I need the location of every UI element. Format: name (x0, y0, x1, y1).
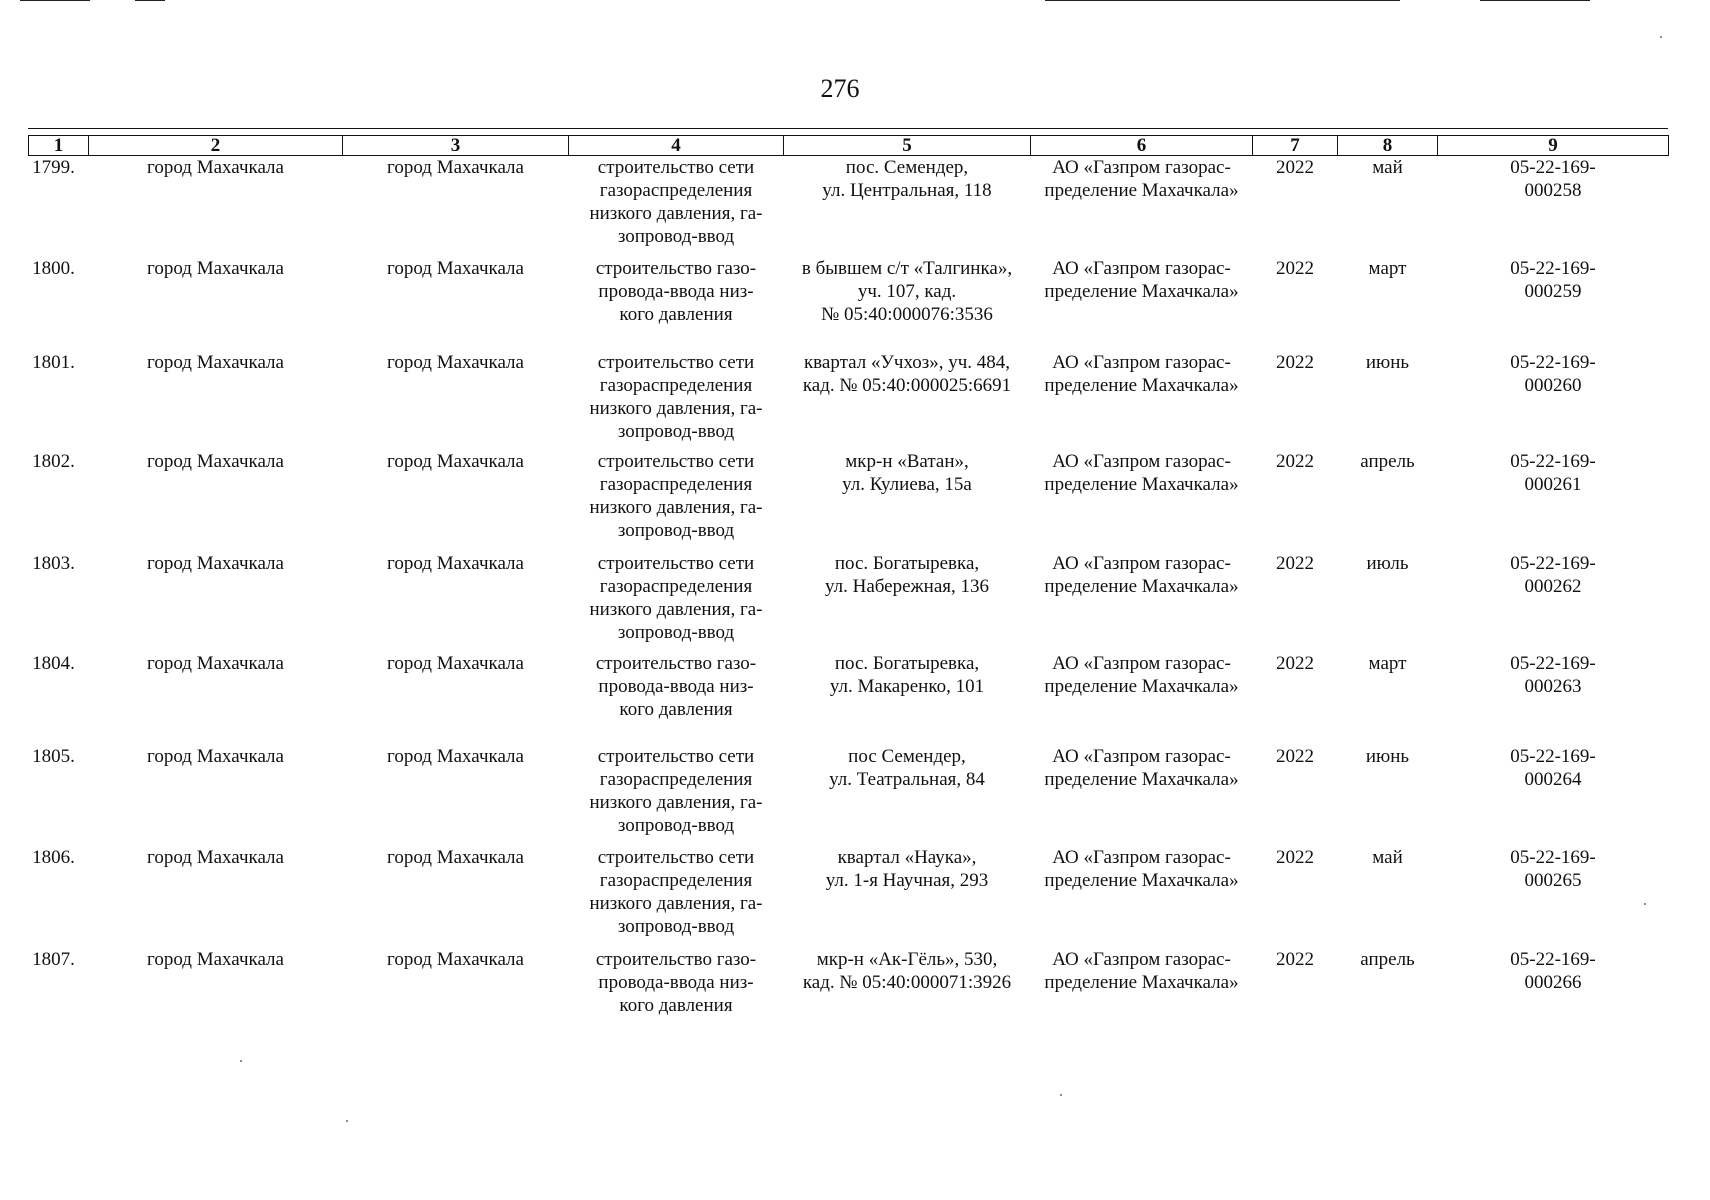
district-cell: город Махачкала (147, 157, 284, 178)
district-cell: город Махачкала (147, 450, 284, 472)
text-line: низкого давления, га- (589, 496, 763, 518)
month-cell: май (1372, 846, 1403, 868)
text-line: низкого давления, га- (589, 397, 763, 419)
text-line: пределение Махачкала» (1044, 280, 1239, 302)
address-cell (784, 745, 1031, 846)
settlement-cell: город Махачкала (387, 745, 524, 767)
text-line: АО «Газпром газорас- (1052, 948, 1231, 970)
text-line: строительство сети (597, 552, 755, 574)
text-line: ул. Театральная, 84 (829, 768, 985, 790)
text-line: 000261 (1524, 473, 1582, 495)
settlement-cell: город Махачкала (387, 257, 524, 279)
text-line: АО «Газпром газорас- (1052, 257, 1231, 279)
text-line: АО «Газпром газорас- (1052, 157, 1231, 178)
column-header: 7 (1253, 136, 1338, 156)
column-header: 6 (1031, 136, 1253, 156)
text-line: 05-22-169- (1510, 351, 1596, 373)
text-line: 000258 (1524, 180, 1582, 201)
text-line: ул. Центральная, 118 (822, 180, 992, 201)
address-cell (784, 450, 1031, 552)
text-line: мкр-н «Ак-Гёль», 530, (816, 948, 998, 970)
settlement-cell: город Махачкала (387, 552, 524, 574)
text-line: пределение Махачкала» (1044, 374, 1239, 396)
text-line: зопровод-ввод (617, 814, 735, 836)
text-line: строительство сети (597, 846, 755, 868)
code-cell (1438, 450, 1669, 552)
organization-cell (1031, 652, 1253, 745)
text-line: строительство газо- (595, 257, 757, 279)
text-line: 000259 (1524, 280, 1582, 302)
address-cell (784, 552, 1031, 652)
text-line: 05-22-169- (1510, 846, 1596, 868)
row-number: 1806. (32, 846, 75, 868)
address-cell (784, 351, 1031, 450)
row-number: 1799. (32, 157, 75, 178)
table-row (29, 156, 1669, 257)
text-line: низкого давления, га- (589, 791, 763, 813)
year-cell: 2022 (1276, 450, 1314, 472)
text-line: зопровод-ввод (617, 915, 735, 937)
organization-cell (1031, 450, 1253, 552)
district-cell: город Махачкала (147, 846, 284, 868)
organization-cell (1031, 156, 1253, 257)
year-cell: 2022 (1276, 948, 1314, 970)
work-description-cell (569, 257, 784, 351)
text-line: пос. Семендер, (845, 157, 969, 178)
table-row (29, 257, 1669, 351)
text-line: пределение Махачкала» (1044, 180, 1239, 201)
address-cell (784, 156, 1031, 257)
year-cell: 2022 (1276, 846, 1314, 868)
column-header: 8 (1338, 136, 1438, 156)
organization-cell (1031, 745, 1253, 846)
text-line: строительство газо- (595, 948, 757, 970)
text-line: 05-22-169- (1510, 157, 1596, 178)
scan-speck (1060, 1094, 1062, 1096)
text-line: АО «Газпром газорас- (1052, 450, 1231, 472)
work-description-cell (569, 351, 784, 450)
text-line: провода-ввода низ- (598, 971, 754, 993)
work-description-cell (569, 846, 784, 948)
settlement-cell: город Махачкала (387, 948, 524, 970)
text-line: газораспределения (599, 473, 753, 495)
scan-edge-line (135, 0, 165, 1)
district-cell: город Махачкала (147, 652, 284, 674)
organization-cell (1031, 948, 1253, 1048)
text-line: газораспределения (599, 869, 753, 891)
scan-speck (346, 1120, 348, 1122)
text-line: пос Семендер, (848, 745, 966, 767)
text-line: пос. Богатыревка, (834, 652, 980, 674)
text-line: низкого давления, га- (589, 203, 763, 224)
row-number: 1807. (32, 948, 75, 970)
table-top-rule (28, 128, 1668, 129)
district-cell: город Махачкала (147, 948, 284, 970)
row-number: 1800. (32, 257, 75, 279)
text-line: зопровод-ввод (617, 621, 735, 643)
registry-rows (29, 156, 1669, 1048)
column-header: 9 (1438, 136, 1669, 156)
month-cell: май (1372, 157, 1403, 178)
text-line: пределение Махачкала» (1044, 675, 1239, 697)
table-row (29, 846, 1669, 948)
scan-speck (1660, 36, 1662, 38)
table-row (29, 351, 1669, 450)
text-line: АО «Газпром газорас- (1052, 846, 1231, 868)
code-cell (1438, 156, 1669, 257)
organization-cell (1031, 552, 1253, 652)
text-line: № 05:40:000076:3536 (821, 303, 993, 325)
work-description-cell (569, 552, 784, 652)
text-line: АО «Газпром газорас- (1052, 552, 1231, 574)
district-cell: город Махачкала (147, 552, 284, 574)
text-line: кого давления (619, 994, 733, 1016)
month-cell: июль (1366, 552, 1409, 574)
scan-edge-line (1045, 0, 1400, 1)
address-cell (784, 652, 1031, 745)
column-header: 5 (784, 136, 1031, 156)
month-cell: март (1368, 257, 1407, 279)
text-line: зопровод-ввод (617, 420, 735, 442)
year-cell: 2022 (1276, 257, 1314, 279)
text-line: ул. Макаренко, 101 (829, 675, 985, 697)
address-cell (784, 257, 1031, 351)
text-line: газораспределения (599, 575, 753, 597)
address-cell (784, 948, 1031, 1048)
text-line: ул. Набережная, 136 (824, 575, 990, 597)
text-line: АО «Газпром газорас- (1052, 351, 1231, 373)
text-line: кого давления (619, 303, 733, 325)
text-line: 000265 (1524, 869, 1582, 891)
code-cell (1438, 846, 1669, 948)
row-number: 1804. (32, 652, 75, 674)
text-line: строительство сети (597, 450, 755, 472)
registry-table (28, 135, 1669, 1048)
text-line: пределение Махачкала» (1044, 869, 1239, 891)
text-line: строительство сети (597, 157, 755, 178)
text-line: ул. 1-я Научная, 293 (825, 869, 989, 891)
text-line: пределение Махачкала» (1044, 768, 1239, 790)
code-cell (1438, 652, 1669, 745)
text-line: квартал «Учхоз», уч. 484, (803, 351, 1011, 373)
settlement-cell: город Махачкала (387, 351, 524, 373)
code-cell (1438, 351, 1669, 450)
text-line: зопровод-ввод (617, 226, 735, 247)
row-number: 1803. (32, 552, 75, 574)
settlement-cell: город Махачкала (387, 846, 524, 868)
text-line: 05-22-169- (1510, 652, 1596, 674)
text-line: АО «Газпром газорас- (1052, 652, 1231, 674)
text-line: 000264 (1524, 768, 1582, 790)
column-header: 4 (569, 136, 784, 156)
page-number: 276 (820, 74, 860, 103)
scan-edge-line (1480, 0, 1590, 1)
work-description-cell (569, 156, 784, 257)
text-line: АО «Газпром газорас- (1052, 745, 1231, 767)
settlement-cell: город Махачкала (387, 157, 524, 178)
text-line: строительство сети (597, 351, 755, 373)
month-cell: апрель (1360, 450, 1415, 472)
row-number: 1801. (32, 351, 75, 373)
text-line: зопровод-ввод (617, 519, 735, 541)
text-line: в бывшем с/т «Талгинка», (801, 257, 1013, 279)
text-line: пределение Махачкала» (1044, 971, 1239, 993)
text-line: ул. Кулиева, 15а (842, 473, 972, 495)
text-line: квартал «Наука», (837, 846, 977, 868)
text-line: 000262 (1524, 575, 1582, 597)
text-line: 000266 (1524, 971, 1582, 993)
settlement-cell: город Махачкала (387, 450, 524, 472)
text-line: 05-22-169- (1510, 948, 1596, 970)
text-line: строительство газо- (595, 652, 757, 674)
table-row (29, 652, 1669, 745)
year-cell: 2022 (1276, 351, 1314, 373)
table-row (29, 948, 1669, 1048)
text-line: 05-22-169- (1510, 450, 1596, 472)
code-cell (1438, 745, 1669, 846)
text-line: 05-22-169- (1510, 257, 1596, 279)
text-line: уч. 107, кад. (857, 280, 957, 302)
text-line: 000260 (1524, 374, 1582, 396)
column-numbers-header (29, 136, 1669, 156)
settlement-cell: город Махачкала (387, 652, 524, 674)
column-header: 2 (89, 136, 343, 156)
organization-cell (1031, 257, 1253, 351)
text-line: пос. Богатыревка, (834, 552, 980, 574)
text-line: газораспределения (599, 180, 753, 201)
scan-speck (240, 1060, 242, 1062)
month-cell: апрель (1360, 948, 1415, 970)
text-line: 05-22-169- (1510, 552, 1596, 574)
text-line: низкого давления, га- (589, 598, 763, 620)
table-row (29, 450, 1669, 552)
district-cell: город Махачкала (147, 351, 284, 373)
year-cell: 2022 (1276, 745, 1314, 767)
year-cell: 2022 (1276, 552, 1314, 574)
code-cell (1438, 948, 1669, 1048)
row-number: 1805. (32, 745, 75, 767)
column-header: 1 (29, 136, 89, 156)
text-line: строительство сети (597, 745, 755, 767)
table-row (29, 552, 1669, 652)
row-number: 1802. (32, 450, 75, 472)
month-cell: июнь (1365, 745, 1410, 767)
scan-edge-line (20, 0, 90, 1)
district-cell: город Махачкала (147, 745, 284, 767)
text-line: кад. № 05:40:000025:6691 (802, 374, 1012, 396)
column-header: 3 (343, 136, 569, 156)
text-line: 05-22-169- (1510, 745, 1596, 767)
work-description-cell (569, 450, 784, 552)
year-cell: 2022 (1276, 157, 1314, 178)
text-line: 000263 (1524, 675, 1582, 697)
month-cell: июнь (1365, 351, 1410, 373)
table-row (29, 745, 1669, 846)
code-cell (1438, 257, 1669, 351)
organization-cell (1031, 846, 1253, 948)
text-line: пределение Махачкала» (1044, 575, 1239, 597)
text-line: мкр-н «Ватан», (845, 450, 969, 472)
text-line: кад. № 05:40:000071:3926 (802, 971, 1012, 993)
text-line: кого давления (619, 698, 733, 720)
text-line: провода-ввода низ- (598, 280, 754, 302)
year-cell: 2022 (1276, 652, 1314, 674)
text-line: провода-ввода низ- (598, 675, 754, 697)
text-line: газораспределения (599, 768, 753, 790)
district-cell: город Махачкала (147, 257, 284, 279)
work-description-cell (569, 948, 784, 1048)
code-cell (1438, 552, 1669, 652)
address-cell (784, 846, 1031, 948)
month-cell: март (1368, 652, 1407, 674)
organization-cell (1031, 351, 1253, 450)
text-line: пределение Махачкала» (1044, 473, 1239, 495)
text-line: газораспределения (599, 374, 753, 396)
work-description-cell (569, 745, 784, 846)
text-line: низкого давления, га- (589, 892, 763, 914)
work-description-cell (569, 652, 784, 745)
